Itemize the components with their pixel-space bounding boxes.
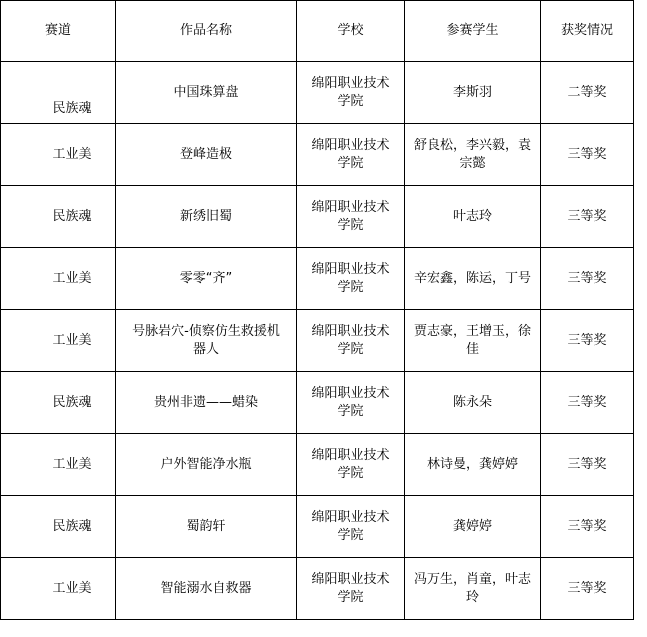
work-name-cell: 蜀韵轩 [116, 496, 297, 558]
award-cell: 三等奖 [541, 124, 634, 186]
table-row [1, 62, 634, 124]
track-cell: 工业美 [1, 558, 116, 620]
work-name-cell: 智能溺水自救器 [116, 558, 297, 620]
school-cell: 绵阳职业技术学院 [297, 558, 405, 620]
award-cell: 二等奖 [541, 62, 634, 124]
table-row [1, 434, 634, 496]
track-cell: 民族魂 [1, 372, 116, 434]
award-cell: 三等奖 [541, 372, 634, 434]
school-cell: 绵阳职业技术学院 [297, 310, 405, 372]
table-row [1, 558, 634, 620]
award-cell: 三等奖 [541, 434, 634, 496]
students-cell: 林诗曼，龚婷婷 [405, 434, 541, 496]
track-cell: 工业美 [1, 124, 116, 186]
work-name-cell: 零零“齐” [116, 248, 297, 310]
school-cell: 绵阳职业技术学院 [297, 372, 405, 434]
award-cell: 三等奖 [541, 496, 634, 558]
work-name-cell: 登峰造极 [116, 124, 297, 186]
header-track: 赛道 [1, 1, 116, 62]
track-cell: 民族魂 [1, 186, 116, 248]
table-row [1, 496, 634, 558]
award-cell: 三等奖 [541, 558, 634, 620]
track-cell: 民族魂 [1, 62, 116, 124]
work-name-cell: 户外智能净水瓶 [116, 434, 297, 496]
track-cell: 工业美 [1, 248, 116, 310]
students-cell: 龚婷婷 [405, 496, 541, 558]
school-cell: 绵阳职业技术学院 [297, 248, 405, 310]
students-cell: 叶志玲 [405, 186, 541, 248]
track-cell: 民族魂 [1, 496, 116, 558]
school-cell: 绵阳职业技术学院 [297, 186, 405, 248]
header-school: 学校 [297, 1, 405, 62]
table-row [1, 310, 634, 372]
students-cell: 冯万生，肖童，叶志玲 [405, 558, 541, 620]
school-cell: 绵阳职业技术学院 [297, 62, 405, 124]
header-award: 获奖情况 [541, 1, 634, 62]
track-cell: 工业美 [1, 434, 116, 496]
work-name-cell: 贵州非遗——蜡染 [116, 372, 297, 434]
table-row [1, 124, 634, 186]
students-cell: 舒良松，李兴毅，袁宗懿 [405, 124, 541, 186]
school-cell: 绵阳职业技术学院 [297, 124, 405, 186]
track-cell: 工业美 [1, 310, 116, 372]
table-row [1, 248, 634, 310]
students-cell: 李斯羽 [405, 62, 541, 124]
work-name-cell: 号脉岩穴-侦察仿生救援机器人 [116, 310, 297, 372]
students-cell: 陈永朵 [405, 372, 541, 434]
work-name-cell: 中国珠算盘 [116, 62, 297, 124]
table-row [1, 186, 634, 248]
table-header-row [1, 1, 634, 62]
award-cell: 三等奖 [541, 310, 634, 372]
table-row [1, 372, 634, 434]
school-cell: 绵阳职业技术学院 [297, 434, 405, 496]
school-cell: 绵阳职业技术学院 [297, 496, 405, 558]
header-work: 作品名称 [116, 1, 297, 62]
students-cell: 贾志豪，王增玉，徐佳 [405, 310, 541, 372]
award-cell: 三等奖 [541, 248, 634, 310]
award-cell: 三等奖 [541, 186, 634, 248]
students-cell: 辛宏鑫，陈运，丁号 [405, 248, 541, 310]
header-students: 参赛学生 [405, 1, 541, 62]
work-name-cell: 新绣旧蜀 [116, 186, 297, 248]
